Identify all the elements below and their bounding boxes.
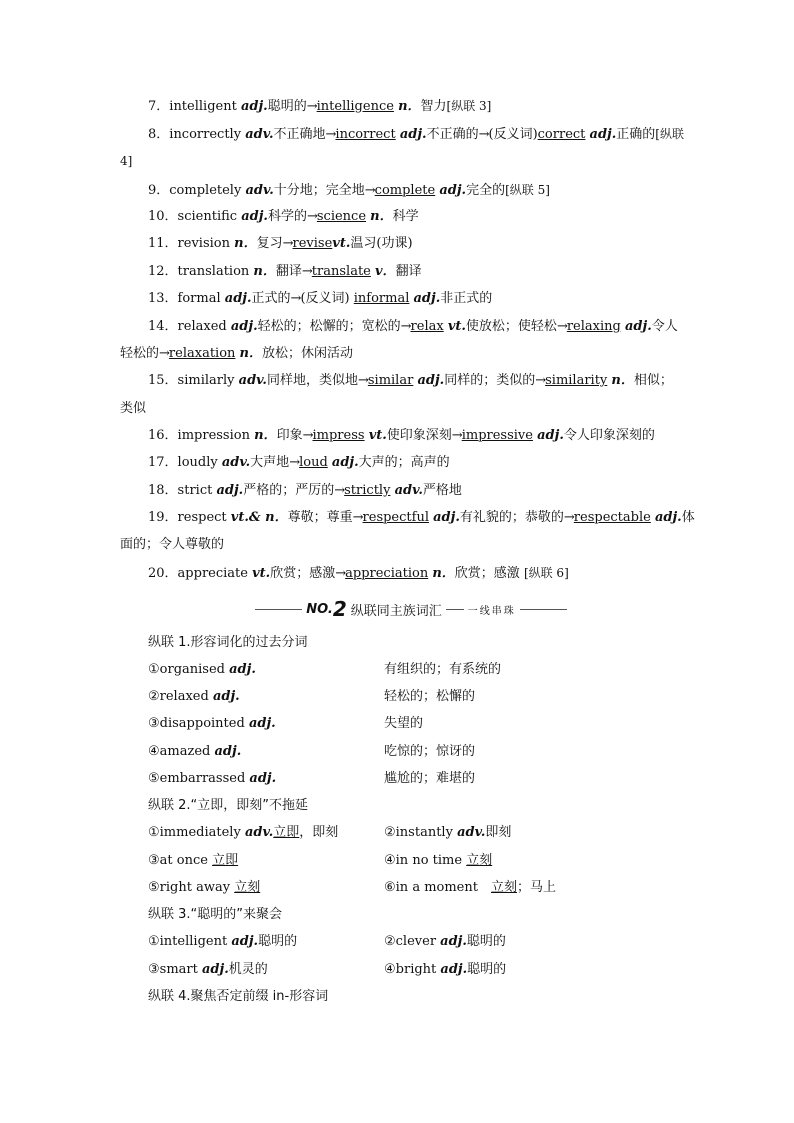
part-of-speech: adv. — [394, 483, 423, 498]
derived-word: informal — [353, 291, 410, 306]
derived-meaning: 相似； — [633, 373, 673, 388]
derived-meaning: 智力 — [420, 99, 447, 114]
meaning: 聪明的 — [466, 934, 506, 949]
arrow-icon: → — [334, 483, 345, 498]
part-of-speech: adj. — [654, 510, 682, 525]
group-1-row-1-meaning: 有组织的；有系统的 — [384, 662, 502, 677]
group-1-row-2-meaning: 轻松的；松懈的 — [384, 689, 476, 704]
entry-word: revision — [177, 236, 230, 251]
group-heading-3: 纵联 3.“聪明的”来聚会 — [148, 907, 283, 922]
entry-meaning: 印象 — [276, 428, 303, 443]
vocab-entry-12 — [148, 263, 422, 281]
derived-meaning: 使印象深刻 — [386, 428, 452, 443]
arrow-icon: → — [290, 291, 301, 306]
section-no-label: NO. — [306, 601, 333, 617]
part-of-speech: n． — [239, 346, 262, 361]
entry-number: 15． — [148, 373, 178, 388]
derived-word: impressive — [461, 428, 533, 443]
group-1-row-5 — [148, 770, 276, 788]
part-of-speech: adj. — [399, 127, 427, 142]
group-1-row-5-meaning: 尴尬的；难堪的 — [384, 771, 476, 786]
group-heading-4: 纵联 4.聚焦否定前缀 in-形容词 — [148, 989, 329, 1004]
derived-word: science — [316, 209, 367, 224]
part-of-speech: adj. — [537, 428, 564, 443]
part-of-speech: adj. — [229, 662, 256, 677]
arrow-icon: → — [563, 510, 574, 525]
derived-meaning: 放松；休闲活动 — [262, 346, 354, 361]
entry-meaning: 轻松的；松懈的；宽松的 — [257, 319, 401, 334]
derived-meaning: 大声的；高声的 — [358, 455, 450, 470]
term: ②instantly — [384, 825, 458, 840]
part-of-speech: n． — [370, 209, 393, 224]
term: ③at once — [148, 853, 213, 868]
part-of-speech: adv. — [221, 455, 251, 470]
group-3-row-2-left — [148, 961, 268, 979]
vocab-entry-8 — [148, 125, 684, 144]
antonym-note: (反义词) — [300, 291, 354, 306]
entry-meaning: 欣赏；感激 — [270, 566, 336, 581]
group-3-row-1-left — [148, 933, 297, 951]
group-2-row-1-left — [148, 824, 338, 842]
derived-meaning: 令人 — [651, 319, 678, 334]
antonym-note: (反义词) — [488, 127, 538, 142]
derived-word: appreciation — [345, 566, 429, 581]
entry-word: translation — [177, 264, 250, 279]
group-3-row-1-right — [384, 933, 506, 951]
entry-number: 16． — [148, 428, 178, 443]
derived-meaning: 使放松；使轻松 — [465, 319, 557, 334]
entry-number: 17． — [148, 455, 178, 470]
group-1-row-2 — [148, 688, 240, 706]
vocab-entry-20 — [148, 564, 569, 583]
part-of-speech: adj. — [216, 483, 244, 498]
vocab-entry-15-continued — [120, 400, 146, 418]
entry-number: 12． — [148, 264, 178, 279]
term: ①organised — [148, 662, 230, 677]
part-of-speech: adj. — [212, 689, 240, 704]
part-of-speech: adj. — [433, 510, 460, 525]
entry-meaning: 同样地，类似地 — [266, 373, 358, 388]
arrow-icon: → — [306, 99, 317, 114]
cross-reference: [纵联 3] — [446, 99, 492, 113]
entry-word: impression — [177, 428, 250, 443]
group-2-row-1-right — [384, 824, 511, 842]
derived-meaning: 体 — [681, 510, 695, 525]
derived-word: translate — [311, 264, 371, 279]
part-of-speech: n． — [432, 566, 455, 581]
entry-word: relaxed — [177, 319, 227, 334]
group-1-row-3-meaning: 失望的 — [384, 716, 424, 731]
part-of-speech: adj. — [589, 127, 617, 142]
part-of-speech: adj. — [413, 291, 441, 306]
vocab-entry-9 — [148, 181, 550, 200]
entry-number: 8． — [148, 127, 170, 142]
arrow-icon: → — [478, 127, 489, 142]
arrow-icon: → — [302, 428, 313, 443]
meaning: 聪明的 — [467, 962, 507, 977]
group-1-row-1 — [148, 661, 256, 679]
underlined-meaning: 立即 — [212, 853, 239, 868]
entry-meaning: 大声地 — [250, 455, 290, 470]
term: ①intelligent — [148, 934, 232, 949]
derived-word: similar — [367, 373, 414, 388]
derived-word: strictly — [344, 483, 391, 498]
arrow-icon: → — [451, 428, 462, 443]
part-of-speech: adj. — [224, 291, 252, 306]
derived-word: correct — [537, 127, 586, 142]
entry-number: 20． — [148, 566, 178, 581]
part-of-speech: vt.& n． — [230, 510, 288, 525]
entry-number: 14． — [148, 319, 178, 334]
entry-word: formal — [177, 291, 221, 306]
part-of-speech: adj. — [440, 934, 467, 949]
arrow-icon: → — [306, 209, 317, 224]
group-1-row-4 — [148, 743, 241, 761]
entry-continuation: 面的；令人尊敬的 — [120, 537, 225, 552]
entry-meaning: 尊敬；尊重 — [287, 510, 353, 525]
term: ⑤right away — [148, 880, 235, 895]
derived-meaning: 有礼貌的；恭敬的 — [459, 510, 564, 525]
entry-word: completely — [169, 183, 242, 198]
part-of-speech: n． — [254, 428, 277, 443]
derived-word: relaxing — [566, 319, 621, 334]
group-3-row-2-right — [384, 961, 506, 979]
entry-continuation: 轻松的 — [120, 346, 160, 361]
cross-reference: [纵联 5] — [505, 183, 550, 197]
derived-word: complete — [374, 183, 436, 198]
group-1-row-3 — [148, 715, 276, 733]
derived-meaning: 科学 — [392, 209, 419, 224]
entry-number: 7． — [148, 99, 170, 114]
group-2-row-2-right — [384, 852, 492, 870]
derived-word: revise — [292, 236, 333, 251]
part-of-speech: adj. — [240, 99, 268, 114]
term: ②clever — [384, 934, 441, 949]
title-rule-mid — [446, 609, 464, 610]
term: ⑥in a moment — [384, 880, 491, 895]
derived-word: relaxation — [168, 346, 236, 361]
entry-meaning: 十分地；完全地 — [273, 183, 365, 198]
underlined-meaning: 立刻 — [234, 880, 261, 895]
underlined-meaning: 立即 — [273, 825, 300, 840]
term: ③disappointed — [148, 716, 249, 731]
derived-word: impress — [312, 428, 365, 443]
arrow-icon: → — [301, 264, 312, 279]
part-of-speech: adj. — [241, 209, 268, 224]
entry-number: 13． — [148, 291, 178, 306]
entry-word: scientific — [177, 209, 238, 224]
arrow-icon: → — [289, 455, 300, 470]
meaning: 聪明的 — [258, 934, 298, 949]
part-of-speech: n． — [234, 236, 257, 251]
vocab-entry-14-continued — [120, 345, 353, 363]
term: ④in no time — [384, 853, 467, 868]
arrow-icon: → — [335, 566, 346, 581]
part-of-speech: v． — [375, 264, 396, 279]
entry-meaning: 不正确地 — [273, 127, 326, 142]
part-of-speech: adv. — [245, 183, 274, 198]
vocab-entry-13 — [148, 290, 492, 308]
meaning: ，即刻 — [299, 825, 339, 840]
derived-meaning: 不正确的 — [426, 127, 479, 142]
part-of-speech: vt. — [447, 319, 466, 334]
derived-meaning: 温习(功课) — [350, 236, 413, 251]
section-number: 2 — [332, 597, 347, 621]
entry-meaning: 科学的 — [267, 209, 307, 224]
derived-word: incorrect — [335, 127, 396, 142]
derived-meaning: 欣赏；感激 — [454, 566, 524, 581]
part-of-speech: adj. — [214, 744, 242, 759]
entry-word: appreciate — [177, 566, 248, 581]
entry-number: 9． — [148, 183, 170, 198]
part-of-speech: vt. — [368, 428, 387, 443]
entry-meaning: 复习 — [256, 236, 283, 251]
derived-word: loud — [299, 455, 328, 470]
vocab-entry-7 — [148, 97, 491, 116]
section-subtitle: 一线串珠 — [467, 605, 516, 617]
section-title-text: 纵联同主族词汇 — [350, 603, 442, 619]
part-of-speech: adv. — [457, 825, 486, 840]
entry-number: 19． — [148, 510, 178, 525]
group-2-row-2-left — [148, 852, 238, 870]
part-of-speech: adj. — [439, 183, 467, 198]
part-of-speech: n． — [398, 99, 421, 114]
entry-number: 18． — [148, 483, 178, 498]
arrow-icon: → — [282, 236, 293, 251]
arrow-icon: → — [352, 510, 363, 525]
entry-continuation: 类似 — [120, 401, 147, 416]
group-2-row-3-right — [384, 879, 556, 897]
term: ⑤embarrassed — [148, 771, 250, 786]
arrow-icon: → — [535, 373, 546, 388]
derived-meaning: 令人印象深刻的 — [563, 428, 655, 443]
part-of-speech: adj. — [331, 455, 359, 470]
entry-word: respect — [177, 510, 227, 525]
section-title — [255, 598, 567, 620]
part-of-speech: vt. — [332, 236, 351, 251]
derived-word: intelligence — [316, 99, 394, 114]
entry-word: strict — [177, 483, 213, 498]
term: ②relaxed — [148, 689, 213, 704]
part-of-speech: vt. — [252, 566, 271, 581]
vocab-entry-14 — [148, 318, 678, 336]
entry-word: incorrectly — [169, 127, 242, 142]
part-of-speech: adj. — [249, 771, 277, 786]
vocab-entry-10 — [148, 208, 419, 226]
vocab-entry-18 — [148, 482, 462, 500]
part-of-speech: adv. — [238, 373, 267, 388]
entry-meaning: 翻译 — [275, 264, 302, 279]
derived-meaning: 严格地 — [422, 483, 462, 498]
entry-word: intelligent — [169, 99, 237, 114]
vocab-entry-17 — [148, 454, 450, 472]
arrow-icon: → — [364, 183, 375, 198]
arrow-icon: → — [159, 346, 169, 361]
group-heading-2: 纵联 2.“立即，即刻”不拖延 — [148, 798, 309, 813]
underlined-meaning: 立刻 — [466, 853, 493, 868]
part-of-speech: adv. — [245, 127, 274, 142]
group-heading-1: 纵联 1.形容词化的过去分词 — [148, 635, 308, 650]
derived-meaning: 翻译 — [395, 264, 422, 279]
part-of-speech: adv. — [244, 825, 274, 840]
vocab-entry-15 — [148, 372, 673, 390]
derived-meaning: 正确的 — [616, 127, 656, 142]
term: ④bright — [384, 962, 441, 977]
title-rule-left — [255, 609, 302, 610]
part-of-speech: n． — [611, 373, 634, 388]
vocab-entry-11 — [148, 235, 413, 253]
derived-word: respectful — [362, 510, 429, 525]
arrow-icon: → — [357, 373, 368, 388]
meaning: 机灵的 — [228, 962, 268, 977]
underlined-meaning: 立刻 — [490, 880, 517, 895]
part-of-speech: adj. — [230, 319, 258, 334]
entry-meaning: 聪明的 — [267, 99, 307, 114]
entry-number: 10． — [148, 209, 178, 224]
part-of-speech: adj. — [417, 373, 445, 388]
derived-meaning: 完全的 — [466, 183, 506, 198]
derived-word: similarity — [545, 373, 608, 388]
entry-word: loudly — [177, 455, 218, 470]
cross-reference: [纵联 6] — [523, 566, 569, 580]
part-of-speech: adj. — [248, 716, 276, 731]
part-of-speech: adj. — [624, 319, 652, 334]
part-of-speech: n． — [253, 264, 276, 279]
cross-reference: [纵联 — [655, 127, 684, 141]
entry-meaning: 正式的 — [251, 291, 291, 306]
arrow-icon: → — [400, 319, 411, 334]
term: ①immediately — [148, 825, 245, 840]
part-of-speech: adj. — [201, 962, 229, 977]
entry-meaning: 严格的；严厉的 — [243, 483, 335, 498]
term: ③smart — [148, 962, 202, 977]
entry-number: 11． — [148, 236, 178, 251]
derived-word: relax — [410, 319, 444, 334]
cross-reference: 4] — [120, 154, 133, 168]
vocab-entry-8-continued — [120, 152, 132, 171]
vocab-entry-19-continued — [120, 536, 224, 554]
term: ④amazed — [148, 744, 215, 759]
arrow-icon: → — [325, 127, 336, 142]
vocab-entry-19 — [148, 509, 695, 527]
entry-word: similarly — [177, 373, 235, 388]
part-of-speech: adj. — [440, 962, 468, 977]
vocab-entry-16 — [148, 427, 655, 445]
group-2-row-3-left — [148, 879, 260, 897]
derived-meaning: 同样的；类似的 — [444, 373, 536, 388]
derived-word: respectable — [573, 510, 651, 525]
title-rule-right — [520, 609, 567, 610]
arrow-icon: → — [556, 319, 567, 334]
derived-meaning: 非正式的 — [440, 291, 493, 306]
meaning: ；马上 — [517, 880, 557, 895]
group-1-row-4-meaning: 吃惊的；惊讶的 — [384, 744, 476, 759]
meaning: 即刻 — [485, 825, 512, 840]
part-of-speech: adj. — [231, 934, 259, 949]
